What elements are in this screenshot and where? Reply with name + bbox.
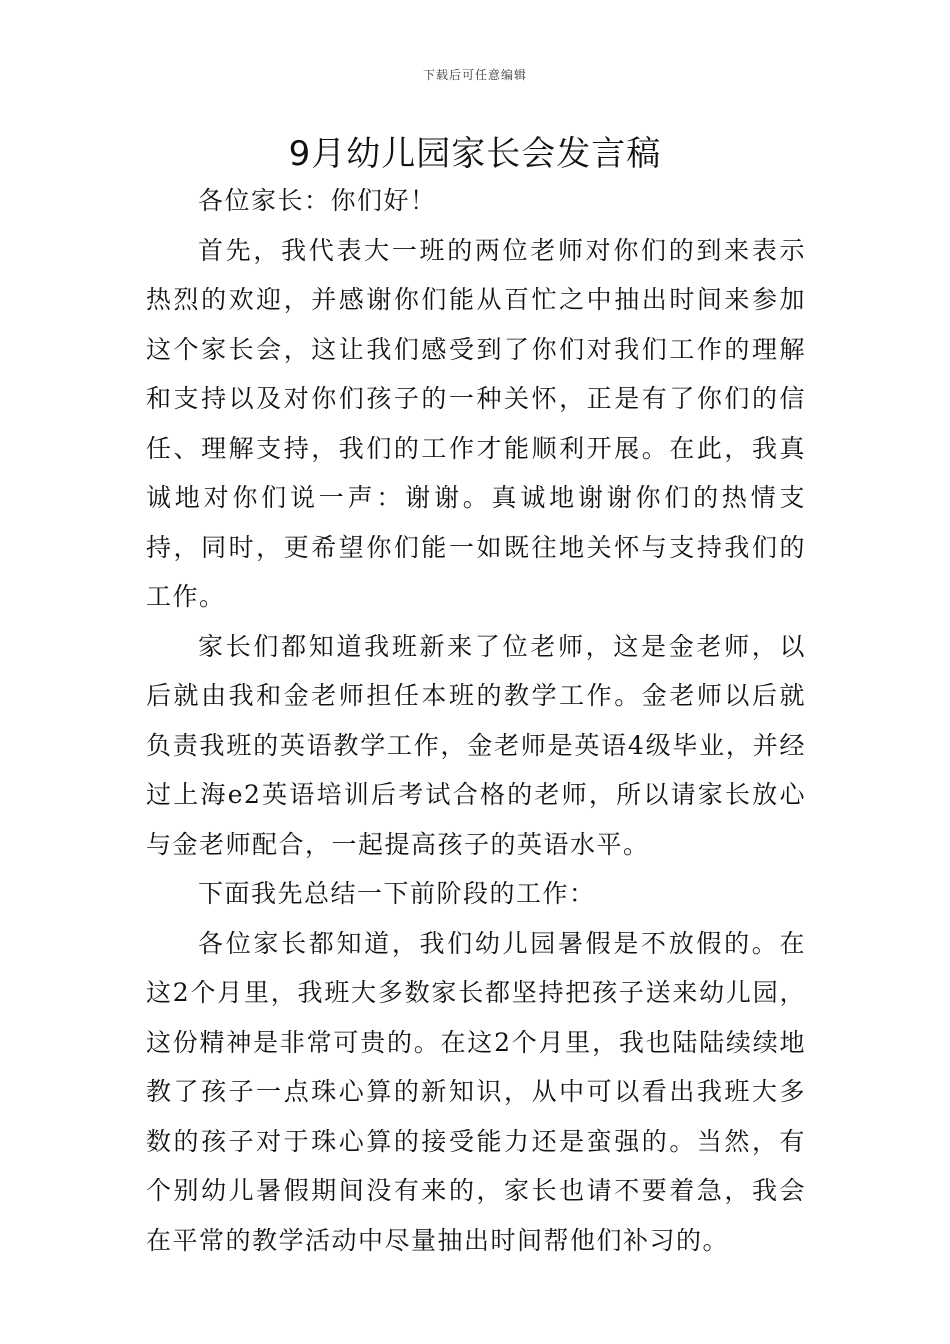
paragraph-welcome: 首先，我代表大一班的两位老师对你们的到来表示热烈的欢迎，并感谢你们能从百忙之中抽出时间来参加这个家长会，这让我们感受到了你们对我们工作的理解和支持以及对你们孩子的一种关怀，正是有了你们的信任、理解支持，我们的工作才能顺利开展。在此，我真诚地对你们说一声：谢谢。真诚地谢谢你们的热情支持，同时，更希望你们能一如既往地关怀与支持我们的工作。: [146, 235, 806, 611]
paragraph-summary-intro: 下面我先总结一下前阶段的工作：: [198, 879, 596, 908]
paragraph-summer-work: 各位家长都知道，我们幼儿园暑假是不放假的。在这2个月里，我班大多数家长都坚持把孩子送来幼儿园，这份精神是非常可贵的。在这2个月里，我也陆陆续续地教了孩子一点珠心算的新知识，从中可以看出我班大多数的孩子对于珠心算的接受能力还是蛮强的。当然，有个别幼儿暑假期间没有来的，家长也请不要着急，我会在平常的教学活动中尽量抽出时间帮他们补习的。: [146, 928, 806, 1255]
document-title: 9月幼儿园家长会发言稿: [288, 134, 662, 174]
paragraph-greeting: 各位家长：你们好！: [198, 186, 437, 215]
paragraph-new-teacher: 家长们都知道我班新来了位老师，这是金老师，以后就由我和金老师担任本班的教学工作。金老师以后就负责我班的英语教学工作，金老师是英语4级毕业，并经过上海e2英语培训后考试合格的老师，所以请家长放心与金老师配合，一起提高孩子的英语水平。: [146, 631, 806, 859]
header-note: 下载后可任意编辑: [422, 68, 527, 82]
document-body: [146, 176, 806, 1265]
